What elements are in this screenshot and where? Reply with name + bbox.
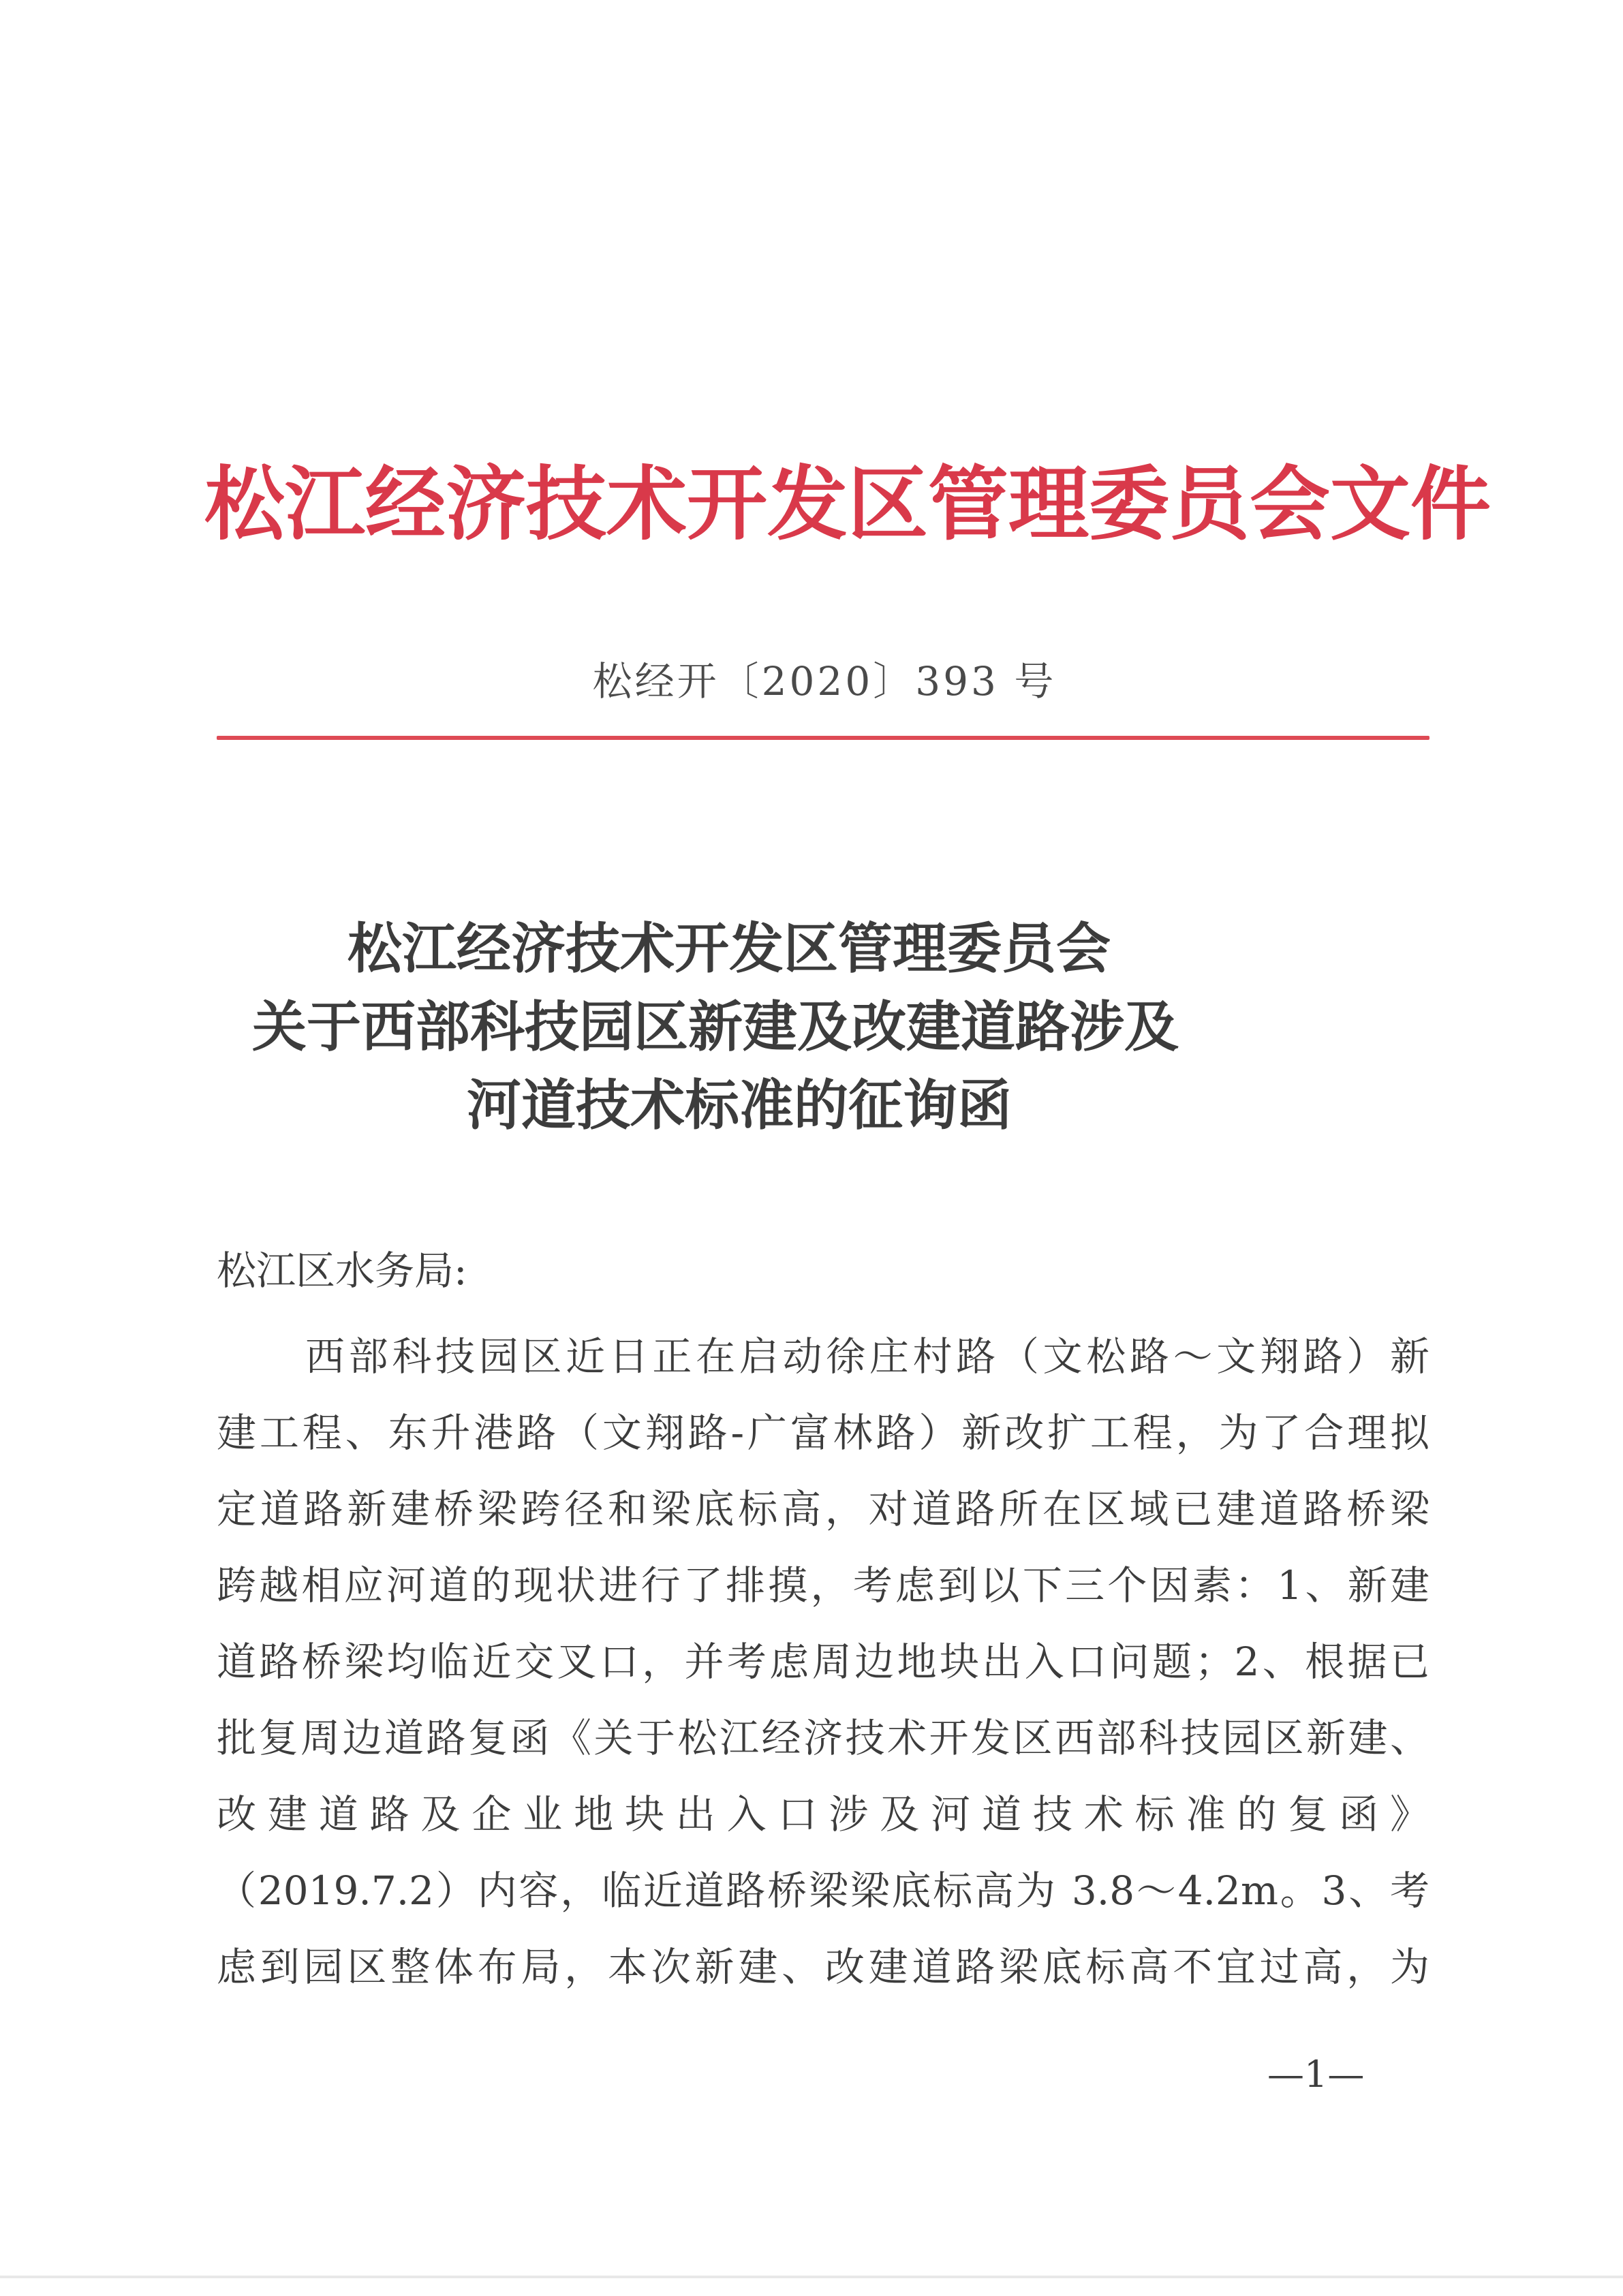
subject-line: 松江经济技术开发区管理委员会 xyxy=(347,916,1111,980)
page-number: —1— xyxy=(1267,2053,1365,2096)
body-line: 改建道路及企业地块出入口涉及河道技术标准的复函》 xyxy=(217,1791,1429,1837)
document-header-title: 松江经济技术开发区管理委员会文件 xyxy=(204,457,1491,551)
body-line: 虑到园区整体布局，本次新建、改建道路梁底标高不宜过高，为 xyxy=(217,1944,1429,1990)
document-subject xyxy=(204,910,1431,1145)
body-line: 道路桥梁均临近交叉口，并考虑周边地块出入口问题；2、根据已 xyxy=(217,1639,1429,1685)
body-line: 建工程、东升港路（文翔路-广富林路）新改扩工程，为了合理拟 xyxy=(217,1410,1429,1456)
body-line: （2019.7.2）内容，临近道路桥梁梁底标高为 3.8～4.2m。3、考 xyxy=(217,1867,1429,1914)
body-line: 跨越相应河道的现状进行了排摸，考虑到以下三个因素：1、新建 xyxy=(217,1562,1429,1609)
body-line: 西部科技园区近日正在启动徐庄村路（文松路～文翔路）新 xyxy=(305,1333,1429,1380)
document-number: 松经开〔2020〕393 号 xyxy=(592,658,1057,704)
red-divider-line xyxy=(217,736,1429,740)
addressee: 松江区水务局: xyxy=(217,1247,467,1294)
body-line: 定道路新建桥梁跨径和梁底标高，对道路所在区域已建道路桥梁 xyxy=(217,1486,1429,1532)
body-line: 批复周边道路复函《关于松江经济技术开发区西部科技园区新建、 xyxy=(217,1715,1429,1761)
subject-line: 关于西部科技园区新建及改建道路涉及 xyxy=(252,995,1179,1059)
subject-line: 河道技术标准的征询函 xyxy=(467,1073,1012,1137)
page-bottom-edge xyxy=(0,2276,1623,2278)
body-paragraph xyxy=(217,1318,1429,2005)
